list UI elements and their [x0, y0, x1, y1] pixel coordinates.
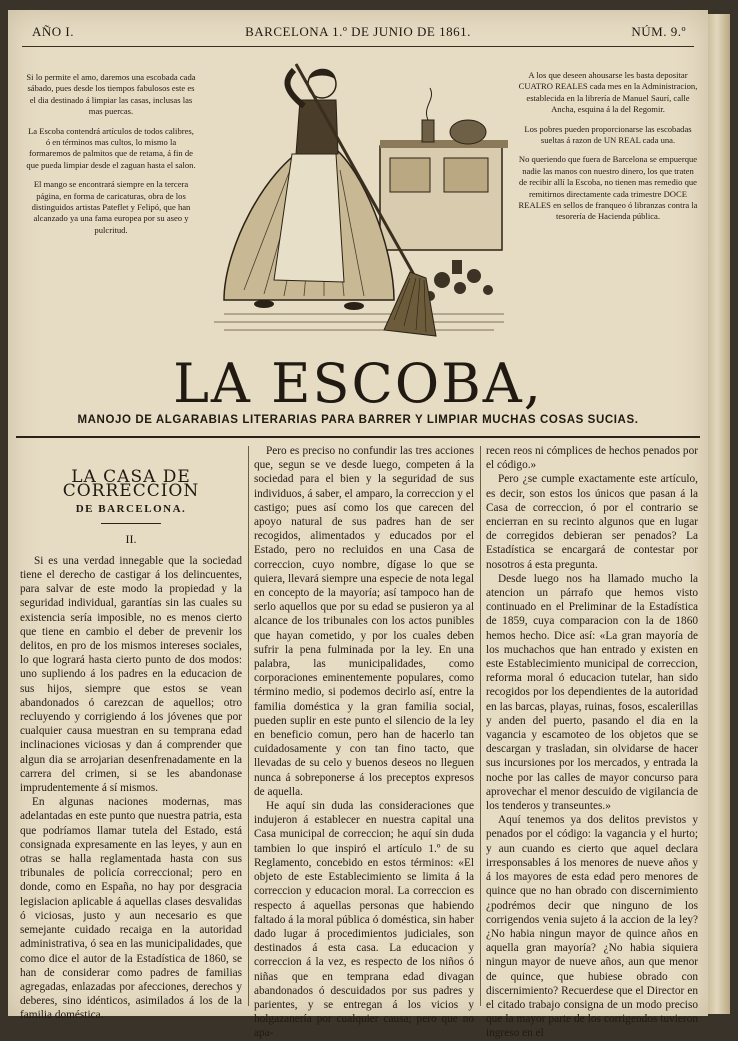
masthead — [22, 22, 694, 47]
column-3 — [486, 444, 698, 1040]
right-note: No queriendo que fuera de Barcelona se empuerque nadie las manos con nuestro dinero, los que traten de recibir allí la Escoba, no tienen mas remedio que remitirnos directamente cada trimestre DOCE REALES en sellos de franqueo ó libranzas contra la tesorería de Hacienda pública. — [518, 154, 698, 222]
article-rule — [101, 523, 161, 524]
column-2 — [254, 444, 474, 1040]
column-1 — [20, 444, 242, 1022]
issue-year: AÑO I. — [32, 24, 74, 39]
article-section: II. — [125, 531, 137, 546]
left-note: Si lo permite el amo, daremos una escobada cada sábado, pues desde los tiempos fabulosos este es el dia destinado á limpiar las casas, inclusas las mas puercas. — [26, 72, 196, 117]
sweeping-woman-illustration — [204, 50, 516, 346]
paragraph: Pero es preciso no confundir las tres acciones que, segun se ve desde luego, competen á la sociedad para el bien y la seguridad de sus individuos, á saber, el amparo, la correccion y el castigo; pues así como los que carecen del apoyo natural de sus padres han de ser recogidos, alimentados y educados por el Estado, pero no recluidos en una Casa de correccion, cuyo nombre, dígase lo que se quiera, llevará siempre una especie de nota legal en concepto de la mayoría; así tampoco han de serlo aquellos que por su edad se pusieron ya al alcance de los tribunales con los actos punibles que hayan cometido, y por los cuales deben sufrir la pena fulminada por la ley. En una palabra, las municipalidades, como corporaciones eminentemente populares, como término medio, si podemos decirlo así, entre la familia doméstica y la gran familia social, pueden suplir en este punto el silencio de la ley en beneficio comun, pero han de hacerlo tan cuidadosamente y con tan fino tacto, que llevadas de su celo y buenos deseos no lleguen nunca á sobreponerse á los preceptos expresos de aquella. — [254, 445, 474, 798]
paragraph: recen reos ni cómplices de hechos penados por el código.» — [486, 445, 698, 472]
paragraph: Desde luego nos ha llamado mucho la atencion un párrafo que hemos visto continuado en el Preliminar de la Estadística de 1859, cuya comparacion con la de 1860 hemos hecho. Dice así: «La gran mayoría de los muchachos que han entrado y existen en este Establecimiento municipal de correccion, reforma moral ó educacion tutelar, han sido recogidos por los dependientes de la autoridad en las barcas, playas, ruinas, fosos, escalerillas y anden del puerto, pasando el dia en la vagancia y escamoteo de los objetos que se descargan y trasladan, sin olvidarse de hacer sus incursiones por los mercados, y entrada la noche por las calles de mayor concurso para aprovechar el menor descuido de vigilancia de los tenderos y transeuntes.» — [486, 572, 698, 813]
header-divider — [16, 436, 700, 438]
newspaper-title: LA ESCOBA, — [173, 352, 543, 415]
newspaper-page — [8, 10, 708, 1040]
right-notes — [518, 70, 698, 231]
paragraph: Aquí tenemos ya dos delitos previstos y penados por el código: la vagancia y el hurto; y aun cuando es cierto que aquel declara irresponsables á los menores de nueve años y á los mayores de esta edad pero menores de quince que no han obrado con discernimiento ¿podrémos decir que ninguno de los corrigendos venia sujeto á la accion de la ley? ¿No habia ningun mayor de quince años en aquella gran mayoría? ¿No habia siquiera ningun mayor de nueve años, aun que menor de quince, que hubiese obrado con discernimiento? Recuerdese que el Director en el citado trabajo consigna de un modo preciso que la mayor parte de los corrigendos tuvieron ingreso en el — [486, 814, 698, 1040]
column-divider — [480, 446, 481, 1006]
right-note: Los pobres pueden proporcionarse las escobadas sueltas á razon de UN REAL cada una. — [524, 123, 692, 146]
paragraph: Si es una verdad innegable que la sociedad tiene el derecho de castigar á los delincuentes, para salvar de este modo la propiedad y la seguridad individual, garantías sin las cuales su existencia sería imposible, no es menos cierto que tiene en cambio el deber de prevenir los delitos, en pro de los mismos intereses sociales, lo que logrará hasta cierto punto de dos modos: uno supliendo á los padres en la educacion de sus hijos, siempre que estos se vean abandonados ó carezcan de aquellos; otro recluyendo y corrigiendo á los jóvenes que por cualquier causa muestran en su temprana edad inclinaciones viciosas y dan á comprender que algun dia se arrojarian desenfrenadamente en la carrera del crimen, si se les abandonase imprudentemente á sí mismos. — [20, 554, 242, 795]
paragraph: He aquí sin duda las consideraciones que indujeron á establecer en nuestra capital una Casa municipal de correccion; he aquí sin duda tambien lo que inspiró el artículo 1.º de su Reglamento, concebido en estos términos: «El objeto de este Establecimiento se limita á la correccion y educacion moral. La correccion es respecto á aquellas personas que habiendo faltado á la moral pública ó doméstica, sin haber dado lugar á procedimientos judiciales, son destinados á esta casa. La educacion y correccion á la vez, es respecto de los niños ó niñas que en temprana edad divagan abandonados ó descuidados por sus padres y parientes, y se entregan á los vicios y holgazanería por cualquier causa; pero que no apa- — [254, 800, 474, 1040]
column-divider — [248, 446, 249, 1006]
left-note: La Escoba contendrá artículos de todos calibres, ó en términos mas cultos, lo mismo la formaremos de palmitos que de retama, á fin de que pueda limpiar desde el zaguan hasta el salon. — [26, 125, 196, 170]
newspaper-subtitle: MANOJO DE ALGARABIAS LITERARIAS PARA BARRER Y LIMPIAR MUCHAS COSAS SUCIAS. — [77, 414, 639, 426]
paragraph: En algunas naciones modernas, mas adelantadas en este punto que nuestra patria, esta que podríamos llamar tutela del Estado, está consignada expresamente en las leyes, y aun en otras se halla reglamentada hasta con sus tribunales de policía correccional; pero en donde, como en España, no hay por desgracia legislacion aplicable á aquellas clases desvalidas ó viciosas, justo y aun necesario es que semejante cuidado recaiga en la autoridad administrativa, ó sea en las municipalidades, que como dice el autor de la Estadística de 1860, se han de considerar como padres de familias agregadas, enlazadas por afecciones, derechos y deberes, sino idénticos, asimilados á los de la familia doméstica. — [20, 796, 242, 1022]
left-notes — [26, 72, 196, 244]
right-note: A los que deseen ahousarse les basta depositar CUATRO REALES cada mes en la Administracion, establecida en la librería de Manuel Saurí, calle Ancha, esquina á la del Regomir. — [518, 70, 698, 115]
page-edge — [708, 14, 730, 1014]
left-note: El mango se encontrará siempre en la tercera página, en forma de caricaturas, obra de los distinguidos artistas Pateflet y Felipó, que han alcanzado ya una fama europea por su aseo y pulcritud. — [31, 179, 191, 235]
issue-number: NÚM. 9.º — [631, 24, 686, 39]
article-subtitle: DE BARCELONA. — [75, 503, 187, 516]
issue-date: BARCELONA 1.º DE JUNIO DE 1861. — [245, 24, 471, 39]
paragraph: Pero ¿se cumple exactamente este artículo, es decir, son estos los únicos que pasan á la Casa de correccion, ó por el contrario se encierran en su recinto algunos que en lugar de corregidos debieran ser penados? La Estadística se encargará de contestar por nosotros á esta pregunta. — [486, 473, 698, 571]
article-title: LA CASA DE CORRECCION — [62, 467, 200, 502]
